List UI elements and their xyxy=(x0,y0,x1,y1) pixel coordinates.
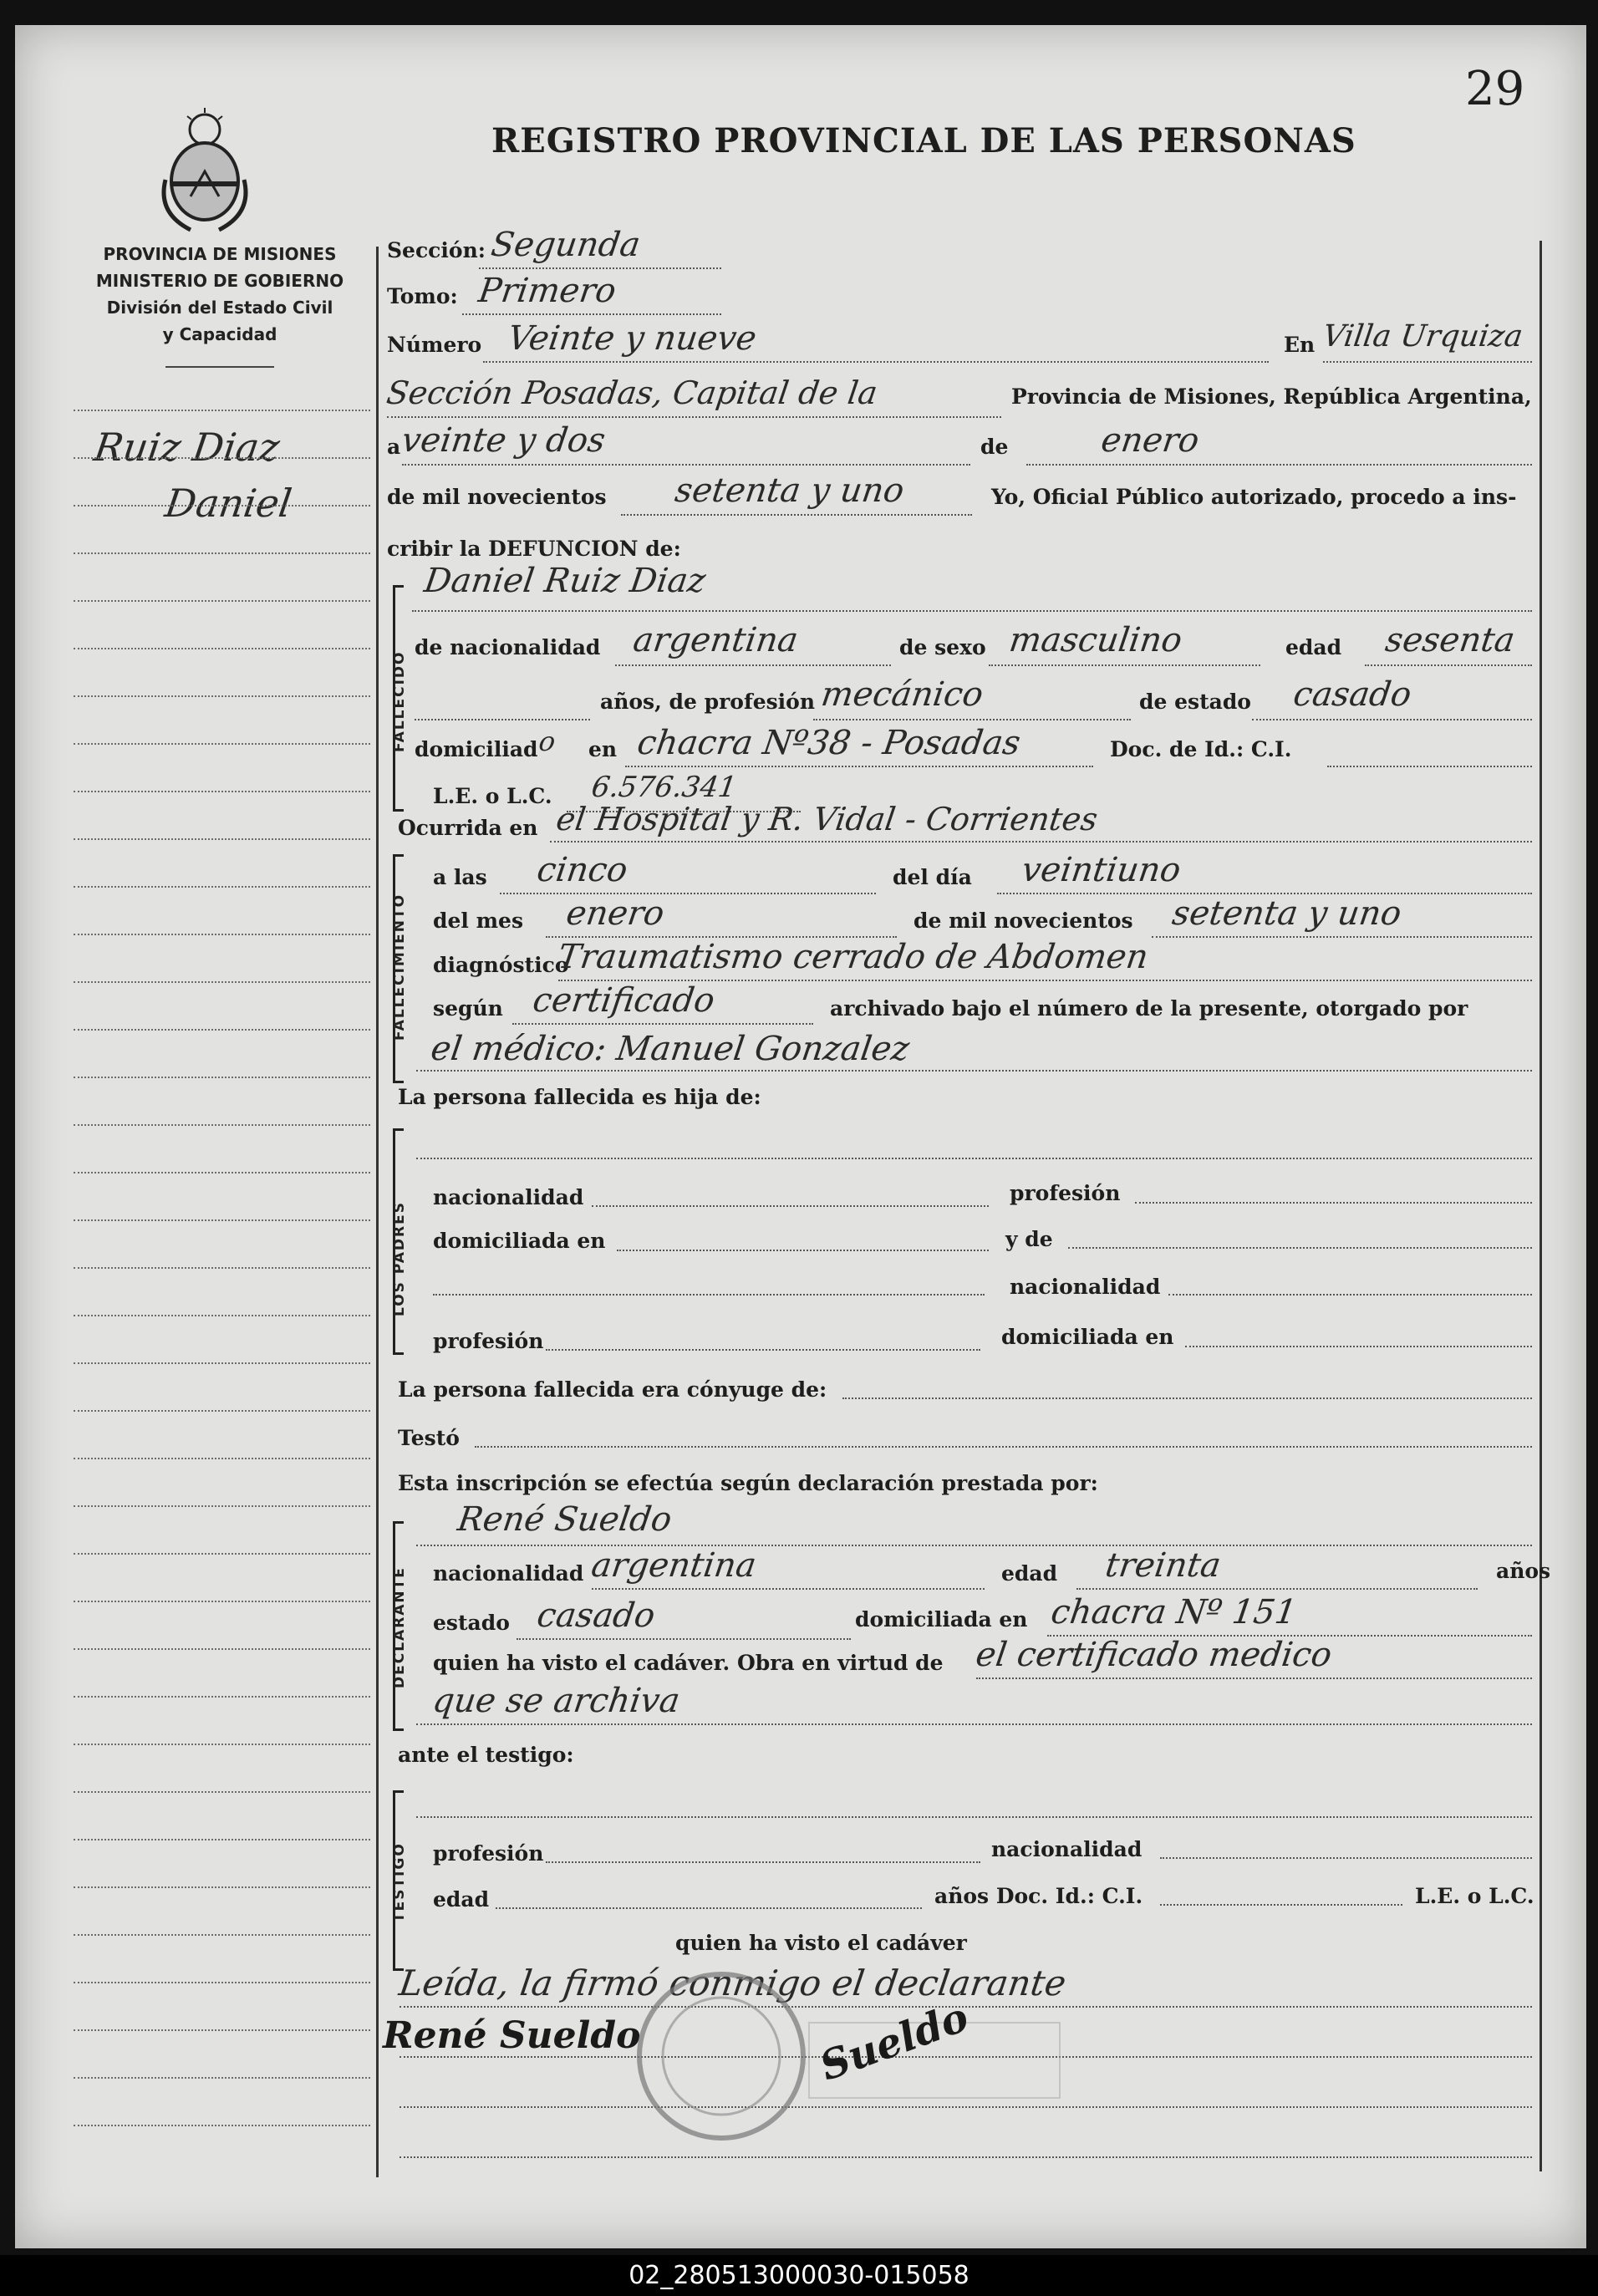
sidebar-ruled-line xyxy=(74,600,370,602)
sidebar-ruled-line xyxy=(74,1267,370,1269)
line-p-nacionalidad xyxy=(592,1205,989,1207)
sidebar-ruled-line xyxy=(74,457,370,459)
value-lugar: Villa Urquiza xyxy=(1321,319,1525,354)
sidebar-ruled-line xyxy=(74,2029,370,2031)
sidebar-ruled-line xyxy=(74,552,370,554)
section-fallecido: FALLECIDO xyxy=(391,650,408,752)
line-p-domiciliada2 xyxy=(1185,1346,1532,1347)
line-medico xyxy=(416,1070,1532,1072)
label-tomo: Tomo: xyxy=(387,284,458,308)
label-cribir: cribir la DEFUNCION de: xyxy=(387,537,681,561)
label-inscripcion: Esta inscripción se efectúa según declaración prestada por: xyxy=(398,1471,1098,1495)
sidebar-ruled-line xyxy=(74,886,370,888)
label-diagnostico: diagnóstico xyxy=(433,953,569,977)
label-del-dia: del día xyxy=(893,865,972,889)
line-posadas xyxy=(387,416,1001,418)
line-estado xyxy=(1252,719,1532,720)
sidebar-ruled-line xyxy=(74,1029,370,1031)
sidebar-header xyxy=(61,241,379,348)
sidebar-ruled-line xyxy=(74,1696,370,1698)
line-t-doc xyxy=(1160,1904,1402,1906)
sidebar-ruled-line xyxy=(74,648,370,649)
sidebar-ruled-line xyxy=(74,695,370,697)
sidebar-ruled-line xyxy=(74,743,370,745)
label-nacionalidad: de nacionalidad xyxy=(415,635,601,659)
line-anio xyxy=(621,514,972,516)
label-d-quien: quien ha visto el cadáver. Obra en virtud de xyxy=(433,1651,944,1675)
line-edad xyxy=(1365,664,1532,666)
value-le: 6.576.341 xyxy=(589,771,739,804)
value-anio: setenta y uno xyxy=(672,471,907,510)
label-t-le: L.E. o L.C. xyxy=(1415,1884,1534,1908)
value-d-estado: casado xyxy=(534,1596,658,1635)
sidebar-ruled-line xyxy=(74,1124,370,1126)
label-t-edad: edad xyxy=(433,1887,490,1912)
footer-id: 02_280513000030-015058 xyxy=(0,2255,1598,2296)
line-d-edad xyxy=(1076,1588,1478,1590)
label-d-nacionalidad: nacionalidad xyxy=(433,1561,584,1586)
value-segun: certificado xyxy=(530,981,717,1020)
label-doc: Doc. de Id.: C.I. xyxy=(1110,737,1292,761)
line-t-edad xyxy=(496,1907,922,1909)
label-d-anos: años xyxy=(1496,1559,1551,1583)
line-hora xyxy=(500,893,876,894)
sidebar-header-line: MINISTERIO DE GOBIERNO xyxy=(95,271,344,291)
sidebar-ruled-line xyxy=(74,1982,370,1983)
line-seccion xyxy=(479,267,721,269)
line-declarante xyxy=(416,1545,1532,1546)
value-edad: sesenta xyxy=(1382,621,1518,659)
line-edad-cont xyxy=(415,719,590,720)
value-profesion: mecánico xyxy=(818,675,986,714)
line-tomo xyxy=(462,313,721,315)
section-fallecimiento: FALLECIMIENTO xyxy=(391,893,408,1041)
sidebar-ruled-line xyxy=(74,1744,370,1745)
sidebar-ruled-line xyxy=(74,1172,370,1173)
registry-page xyxy=(15,25,1586,2248)
label-edad: edad xyxy=(1285,635,1342,659)
value-estado: casado xyxy=(1290,675,1414,714)
sidebar-ruled-line xyxy=(74,2125,370,2126)
value-ocurrida: el Hospital y R. Vidal - Corrientes xyxy=(553,801,1101,837)
line-t-profesion xyxy=(546,1861,980,1863)
sidebar-ruled-line xyxy=(74,1458,370,1459)
label-testo: Testó xyxy=(398,1426,460,1450)
line-p-profesion2 xyxy=(546,1349,980,1351)
line-sexo xyxy=(989,664,1260,666)
label-en: En xyxy=(1284,333,1316,357)
sidebar-ruled-line xyxy=(74,410,370,411)
label-a: a xyxy=(387,435,401,459)
line-mes xyxy=(1026,464,1532,466)
value-seccion-posadas: Sección Posadas, Capital de la xyxy=(384,374,880,411)
sidebar-ruled-line xyxy=(74,934,370,935)
section-declarante: DECLARANTE xyxy=(391,1566,408,1688)
sidebar-ruled-line xyxy=(74,981,370,983)
value-mes: enero xyxy=(1098,421,1202,460)
section-padres: LOS PADRES xyxy=(391,1201,408,1316)
label-provincia: Provincia de Misiones, República Argentina, xyxy=(1011,384,1532,409)
value-d-obra2: que se archiva xyxy=(430,1682,683,1720)
sidebar-ruled-line xyxy=(74,1791,370,1793)
value-domicilio-suffix: o xyxy=(537,725,557,757)
sidebar-ruled-line xyxy=(74,1648,370,1650)
line-d-estado xyxy=(517,1638,851,1640)
line-doc xyxy=(1327,766,1532,767)
line-profesion xyxy=(813,719,1131,720)
line-lugar xyxy=(1323,361,1532,363)
sidebar-ruled-line xyxy=(74,1410,370,1412)
label-de: de xyxy=(980,435,1009,459)
label-p-nacionalidad2: nacionalidad xyxy=(1010,1275,1161,1299)
label-t-anos: años Doc. Id.: C.I. xyxy=(934,1884,1143,1908)
line-numero xyxy=(483,361,1269,363)
label-d-estado: estado xyxy=(433,1611,510,1635)
sidebar-annotation-name: Daniel xyxy=(162,481,295,526)
label-testigo: ante el testigo: xyxy=(398,1743,574,1767)
line-ocurrida xyxy=(550,841,1532,843)
label-p-profesion2: profesión xyxy=(433,1329,544,1353)
sidebar-header-line: y Capacidad xyxy=(162,324,277,344)
label-ocurrida: Ocurrida en xyxy=(398,816,538,840)
line-testigo xyxy=(416,1816,1532,1818)
label-p-domiciliada2: domiciliada en xyxy=(1001,1325,1174,1349)
label-conyuge: La persona fallecida era cónyuge de: xyxy=(398,1377,827,1402)
label-le: L.E. o L.C. xyxy=(433,784,552,808)
sidebar-ruled-line xyxy=(74,1315,370,1316)
value-dia: veinte y dos xyxy=(399,421,608,460)
label-p-nacionalidad: nacionalidad xyxy=(433,1185,584,1209)
label-p-profesion: profesión xyxy=(1010,1181,1121,1205)
line-nacionalidad xyxy=(615,664,891,666)
value-seccion: Segunda xyxy=(488,226,643,264)
sidebar-ruled-line xyxy=(74,1839,370,1840)
sidebar-ruled-line xyxy=(74,791,370,792)
label-de-mil2: de mil novecientos xyxy=(914,909,1133,933)
value-dia-fallec: veintiuno xyxy=(1019,851,1183,889)
line-d-nacionalidad xyxy=(592,1588,985,1590)
value-cierre: Leída, la firmó conmigo el declarante xyxy=(396,1963,1069,2003)
sidebar-ruled-line xyxy=(74,1077,370,1078)
line-p-blank xyxy=(433,1294,985,1296)
sidebar-header-line: División del Estado Civil xyxy=(106,298,333,318)
line-conyuge xyxy=(842,1397,1532,1399)
value-diagnostico: Traumatismo cerrado de Abdomen xyxy=(555,938,1151,976)
sidebar-ruled-line xyxy=(74,1886,370,1888)
value-nacionalidad: argentina xyxy=(630,621,801,659)
line-padre xyxy=(416,1158,1532,1159)
line-d-obra xyxy=(976,1677,1532,1679)
sidebar-ruled-line xyxy=(74,1505,370,1507)
sidebar-ruled-line xyxy=(74,1934,370,1936)
value-tomo: Primero xyxy=(476,272,618,310)
label-t-quien: quien ha visto el cadáver xyxy=(675,1931,967,1955)
column-rule xyxy=(376,247,379,2177)
line-t-nacionalidad xyxy=(1160,1857,1532,1859)
page-number: 29 xyxy=(1465,62,1525,116)
value-declarante: René Sueldo xyxy=(455,1500,674,1539)
label-d-domiciliada: domiciliada en xyxy=(855,1607,1028,1632)
label-sexo: de sexo xyxy=(899,635,986,659)
value-domicilio: chacra Nº38 - Posadas xyxy=(634,724,1023,762)
coat-of-arms-icon xyxy=(157,104,253,238)
label-segun: según xyxy=(433,996,503,1021)
label-anos-profesion: años, de profesión xyxy=(600,690,816,714)
line-testo xyxy=(475,1446,1532,1448)
line-p-yde xyxy=(1068,1247,1532,1249)
right-rule xyxy=(1539,241,1542,2171)
label-t-profesion: profesión xyxy=(433,1841,544,1866)
line-d-obra2 xyxy=(416,1723,1532,1725)
value-d-nacionalidad: argentina xyxy=(588,1546,759,1585)
line-segun xyxy=(512,1023,813,1025)
signature-oficial: Sueldo xyxy=(813,1993,975,2090)
signature-declarante: René Sueldo xyxy=(383,2014,641,2057)
label-d-edad: edad xyxy=(1001,1561,1058,1586)
value-d-edad: treinta xyxy=(1102,1546,1224,1585)
value-anio-fallec: setenta y uno xyxy=(1169,894,1404,933)
sidebar-divider xyxy=(165,366,274,368)
sidebar-ruled-line xyxy=(74,838,370,840)
sidebar-ruled-line xyxy=(74,1601,370,1602)
sidebar-header-line: PROVINCIA DE MISIONES xyxy=(103,244,337,264)
line-p-profesion xyxy=(1135,1202,1532,1204)
sidebar-ruled-line xyxy=(74,2077,370,2079)
value-mes-fallec: enero xyxy=(563,894,667,933)
label-yo: Yo, Oficial Público autorizado, procedo a ins- xyxy=(991,485,1517,509)
label-seccion: Sección: xyxy=(387,238,486,262)
sidebar-ruled-line xyxy=(74,505,370,507)
value-numero: Veinte y nueve xyxy=(505,319,759,358)
label-domiciliad: domiciliad xyxy=(415,737,538,761)
sidebar-ruled-line xyxy=(74,1219,370,1221)
label-del-mes: del mes xyxy=(433,909,524,933)
label-archivado: archivado bajo el número de la presente, otorgado por xyxy=(830,996,1468,1021)
line-dia xyxy=(402,464,970,466)
value-medico: el médico: Manuel Gonzalez xyxy=(428,1030,912,1068)
label-estado: de estado xyxy=(1139,690,1251,714)
label-de-mil: de mil novecientos xyxy=(387,485,607,509)
line-domicilio xyxy=(625,766,1093,767)
label-hija: La persona fallecida es hija de: xyxy=(398,1085,761,1109)
label-t-nacionalidad: nacionalidad xyxy=(991,1837,1143,1861)
sidebar-ruled-line xyxy=(74,1362,370,1364)
value-hora: cinco xyxy=(534,851,630,889)
line-anio-fallec xyxy=(1152,936,1532,938)
label-p-yde: y de xyxy=(1005,1227,1053,1251)
value-d-obra: el certificado medico xyxy=(973,1636,1335,1674)
label-en2: en xyxy=(588,737,618,761)
label-p-domiciliada: domiciliada en xyxy=(433,1229,606,1253)
label-numero: Número xyxy=(387,333,482,357)
label-a-las: a las xyxy=(433,865,487,889)
page-title: REGISTRO PROVINCIAL DE LAS PERSONAS xyxy=(491,121,1356,160)
section-testigo: TESTIGO xyxy=(391,1842,408,1922)
sidebar-ruled-line xyxy=(74,1553,370,1555)
value-d-domicilio: chacra Nº 151 xyxy=(1048,1593,1300,1632)
sidebar-annotation-surname: Ruiz Diaz xyxy=(91,425,282,470)
value-sexo: masculino xyxy=(1006,621,1185,659)
line-nombre xyxy=(412,610,1532,612)
line-p-nacionalidad2 xyxy=(1168,1294,1532,1296)
value-nombre: Daniel Ruiz Diaz xyxy=(421,562,709,600)
line-p-domiciliada xyxy=(617,1250,989,1251)
